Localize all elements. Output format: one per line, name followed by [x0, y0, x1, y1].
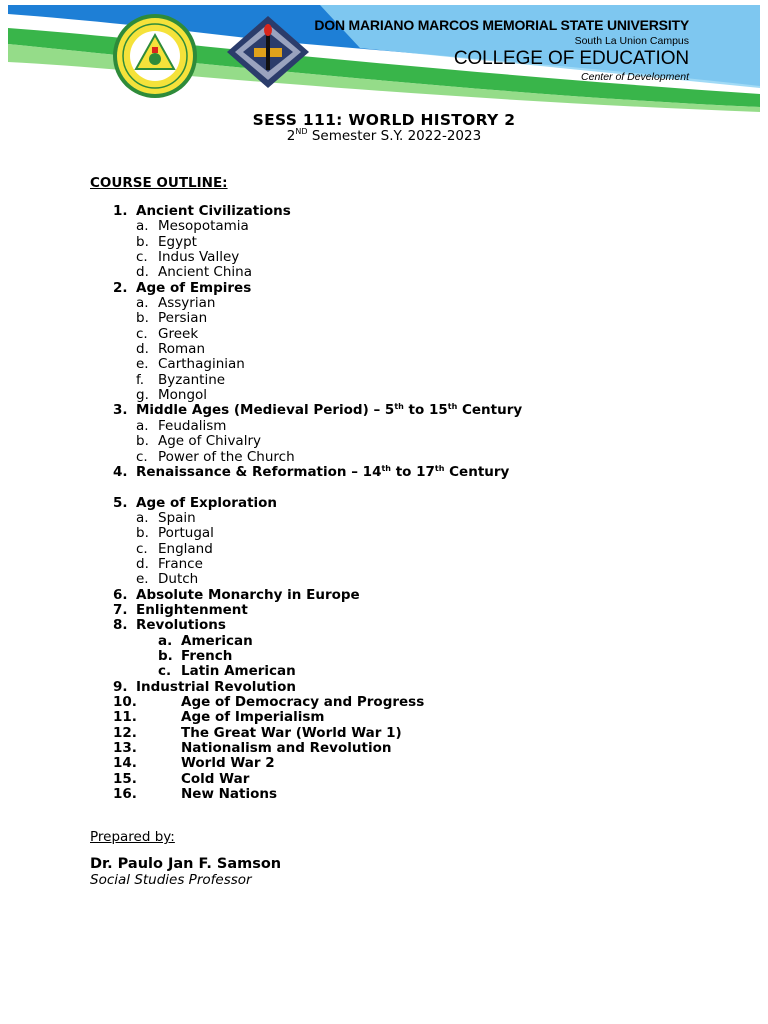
item-title: New Nations — [181, 786, 278, 803]
item-title: Renaissance & Reformation – 14th to 17th Century — [136, 463, 510, 480]
subitem-letter: c. — [136, 448, 148, 465]
item-number: 2. — [113, 279, 128, 296]
outline-subitem — [0, 265, 768, 280]
outline-subitem — [0, 311, 768, 326]
subitem-letter: a. — [136, 509, 149, 526]
outline-subitem — [0, 342, 768, 357]
item-number: 15. — [113, 770, 137, 787]
outline-item — [0, 710, 768, 725]
subitem-letter: a. — [136, 417, 149, 434]
subitem-title: Ancient China — [158, 264, 252, 281]
item-number: 8. — [113, 617, 128, 634]
subitem-title: Assyrian — [158, 295, 216, 312]
outline-subitem — [0, 664, 768, 679]
item-number: 4. — [113, 463, 128, 480]
item-title: Ancient Civilizations — [136, 203, 291, 219]
subitem-letter: d. — [136, 341, 149, 358]
item-number: 1. — [113, 203, 128, 219]
outline-item — [0, 741, 768, 756]
outline-item — [0, 787, 768, 802]
subitem-title: American — [181, 632, 253, 649]
outline-item — [0, 465, 768, 480]
subitem-title: Power of the Church — [158, 448, 295, 465]
outline-item — [0, 603, 768, 618]
outline-item — [0, 680, 768, 695]
subitem-title: France — [158, 555, 203, 572]
course-title: SESS 111: WORLD HISTORY 2 — [252, 111, 516, 129]
subitem-letter: g. — [136, 387, 149, 404]
college-emblem-logo — [225, 14, 311, 90]
item-number: 10. — [113, 694, 137, 710]
subitem-letter: a. — [136, 218, 149, 235]
semester-number: 2 — [286, 128, 296, 144]
university-seal-logo — [112, 13, 198, 99]
subitem-letter: b. — [136, 433, 149, 450]
subitem-title: Spain — [158, 509, 196, 526]
item-number: 16. — [113, 786, 137, 803]
professor-title: Social Studies Professor — [90, 872, 252, 888]
outline-subitem — [0, 219, 768, 234]
subitem-title: Persian — [158, 310, 208, 327]
outline-subitem — [0, 542, 768, 557]
item-number: 11. — [113, 709, 137, 726]
outline-subitem — [0, 434, 768, 449]
subitem-letter: b. — [136, 310, 149, 327]
item-number: 3. — [113, 402, 128, 419]
outline-subitem — [0, 357, 768, 372]
outline-item — [0, 756, 768, 771]
outline-item — [0, 726, 768, 741]
item-title: The Great War (World War 1) — [181, 724, 402, 741]
letterhead — [0, 0, 768, 115]
subitem-title: Carthaginian — [158, 356, 245, 373]
university-info — [314, 17, 689, 83]
subitem-letter: a. — [158, 632, 173, 649]
item-title: Absolute Monarchy in Europe — [136, 586, 360, 603]
university-name: DON MARIANO MARCOS MEMORIAL STATE UNIVERSITY — [314, 17, 689, 33]
item-title: Age of Democracy and Progress — [181, 694, 425, 710]
outline-item — [0, 772, 768, 787]
subitem-letter: f. — [136, 371, 145, 388]
outline-subitem — [0, 388, 768, 403]
subitem-letter: c. — [158, 663, 172, 680]
course-outline-list — [0, 204, 768, 802]
subitem-letter: d. — [136, 555, 149, 572]
subitem-title: England — [158, 540, 213, 557]
outline-subitem — [0, 327, 768, 342]
outline-subitem — [0, 649, 768, 664]
subitem-title: French — [181, 647, 233, 664]
outline-heading: COURSE OUTLINE: — [90, 175, 228, 191]
item-title: Age of Empires — [136, 279, 252, 296]
subitem-letter: c. — [136, 249, 148, 266]
item-title: World War 2 — [181, 755, 275, 772]
item-title: Age of Imperialism — [181, 709, 325, 726]
subitem-title: Mesopotamia — [158, 218, 249, 235]
outline-item — [0, 618, 768, 633]
subitem-title: Latin American — [181, 663, 296, 680]
subitem-letter: e. — [136, 571, 149, 588]
item-title: Age of Exploration — [136, 494, 278, 511]
semester-suffix: ND — [295, 127, 308, 136]
outline-subitem — [0, 235, 768, 250]
item-title: Revolutions — [136, 617, 226, 634]
subitem-title: Portugal — [158, 525, 214, 542]
outline-subitem — [0, 373, 768, 388]
outline-item — [0, 695, 768, 710]
item-number: 5. — [113, 494, 128, 511]
outline-subitem — [0, 557, 768, 572]
campus-name: South La Union Campus — [574, 35, 689, 47]
outline-subitem — [0, 450, 768, 465]
subitem-title: Greek — [158, 325, 199, 342]
subitem-letter: d. — [136, 264, 149, 281]
item-number: 6. — [113, 586, 128, 603]
outline-item — [0, 281, 768, 296]
outline-subitem — [0, 419, 768, 434]
subitem-title: Dutch — [158, 571, 199, 588]
item-title: Cold War — [181, 770, 250, 787]
outline-item — [0, 588, 768, 603]
blank-line — [0, 480, 768, 495]
subitem-letter: c. — [136, 325, 148, 342]
subitem-letter: a. — [136, 295, 149, 312]
item-number: 12. — [113, 724, 137, 741]
outline-subitem — [0, 634, 768, 649]
outline-item — [0, 496, 768, 511]
outline-subitem — [0, 511, 768, 526]
outline-subitem — [0, 572, 768, 587]
outline-subitem — [0, 526, 768, 541]
item-number: 13. — [113, 740, 137, 757]
subitem-letter: c. — [136, 540, 148, 557]
center-label: Center of Development — [581, 71, 689, 83]
item-number: 14. — [113, 755, 137, 772]
outline-item — [0, 403, 768, 418]
subitem-title: Mongol — [158, 387, 208, 404]
item-title: Industrial Revolution — [136, 678, 296, 695]
item-title: Nationalism and Revolution — [181, 740, 392, 757]
subitem-title: Age of Chivalry — [158, 433, 261, 450]
subitem-letter: b. — [136, 233, 149, 250]
item-number: 9. — [113, 678, 128, 695]
outline-item — [0, 204, 768, 219]
prepared-by-label: Prepared by: — [90, 829, 175, 845]
item-number: 7. — [113, 601, 128, 618]
subitem-title: Indus Valley — [158, 249, 240, 266]
outline-subitem — [0, 296, 768, 311]
outline-subitem — [0, 250, 768, 265]
subitem-title: Egypt — [158, 233, 197, 250]
semester-line — [0, 128, 768, 144]
subitem-title: Byzantine — [158, 371, 226, 388]
subitem-title: Feudalism — [158, 417, 227, 434]
subitem-title: Roman — [158, 341, 206, 358]
college-name: COLLEGE OF EDUCATION — [453, 48, 689, 69]
semester-text: Semester S.Y. 2022-2023 — [307, 128, 482, 144]
subitem-letter: b. — [136, 525, 149, 542]
item-title: Enlightenment — [136, 601, 248, 618]
professor-name: Dr. Paulo Jan F. Samson — [90, 856, 282, 872]
subitem-letter: e. — [136, 356, 149, 373]
subitem-letter: b. — [158, 647, 173, 664]
item-title: Middle Ages (Medieval Period) – 5th to 15th Century — [136, 402, 523, 419]
